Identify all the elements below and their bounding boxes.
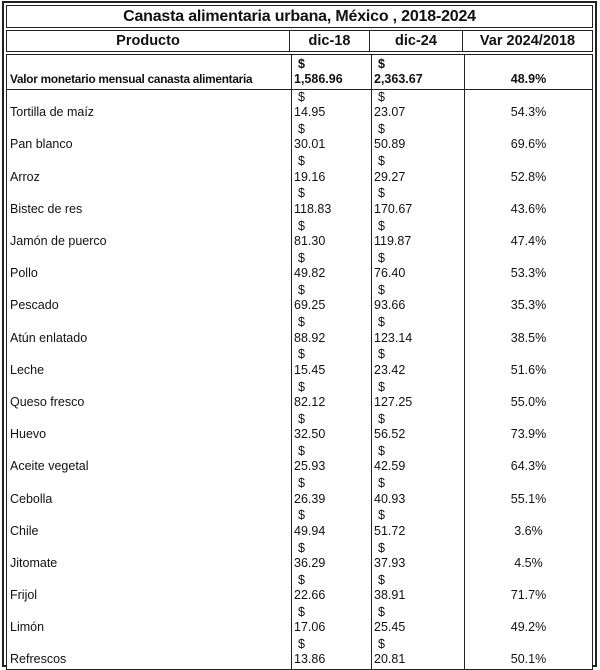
product-name: Jamón de puerco xyxy=(10,234,107,249)
dec18-amount: 13.86 xyxy=(294,652,326,667)
product-name: Bistec de res xyxy=(10,201,83,216)
dec18-value-cell xyxy=(291,637,371,669)
product-name: Refrescos xyxy=(10,652,67,667)
dec24-amount: 170.67 xyxy=(374,201,413,216)
dec24-value-cell xyxy=(371,122,464,154)
dec18-value-cell xyxy=(291,122,371,154)
dec18-amount: 1,586.96 xyxy=(294,72,343,87)
table-row xyxy=(7,572,592,604)
dec18-value-cell xyxy=(291,283,371,315)
variation-percent: 69.6% xyxy=(464,122,592,154)
dec24-value-cell xyxy=(371,186,464,218)
dec24-value-cell xyxy=(371,250,464,282)
dec18-amount: 17.06 xyxy=(294,620,326,635)
dec24-amount: 29.27 xyxy=(374,169,406,184)
dec18-amount: 25.93 xyxy=(294,459,326,474)
table-row xyxy=(7,186,592,218)
currency-symbol: $ xyxy=(378,443,385,458)
currency-symbol: $ xyxy=(298,379,305,394)
dec24-amount: 127.25 xyxy=(374,394,413,409)
product-name: Pan blanco xyxy=(10,137,73,152)
dec24-value-cell xyxy=(371,347,464,379)
product-name: Valor monetario mensual canasta alimentaria xyxy=(10,72,253,87)
dec18-amount: 49.82 xyxy=(294,266,326,281)
dec18-amount: 19.16 xyxy=(294,169,326,184)
product-name: Pollo xyxy=(10,266,38,281)
product-name: Jitomate xyxy=(10,555,58,570)
currency-symbol: $ xyxy=(378,218,385,233)
currency-symbol: $ xyxy=(378,379,385,394)
currency-symbol: $ xyxy=(378,540,385,555)
variation-percent: 49.2% xyxy=(464,605,592,637)
table-row xyxy=(7,55,592,90)
currency-symbol: $ xyxy=(378,283,385,297)
product-name: Queso fresco xyxy=(10,394,85,409)
currency-symbol: $ xyxy=(298,540,305,555)
table-row xyxy=(7,411,592,443)
dec18-amount: 36.29 xyxy=(294,555,326,570)
dec18-amount: 15.45 xyxy=(294,362,326,377)
product-name: Tortilla de maíz xyxy=(10,105,95,120)
dec24-value-cell xyxy=(371,508,464,540)
table-row xyxy=(7,476,592,508)
currency-symbol: $ xyxy=(378,250,385,265)
currency-symbol: $ xyxy=(298,218,305,233)
dec24-value-cell xyxy=(371,55,464,89)
dec24-amount: 20.81 xyxy=(374,652,406,667)
dec24-amount: 37.93 xyxy=(374,555,406,570)
table-row xyxy=(7,154,592,186)
currency-symbol: $ xyxy=(378,572,385,587)
variation-percent: 64.3% xyxy=(464,444,592,476)
table-body xyxy=(6,54,593,670)
variation-percent: 43.6% xyxy=(464,186,592,218)
dec18-value-cell xyxy=(291,250,371,282)
table-row xyxy=(7,315,592,347)
table-row xyxy=(7,250,592,282)
product-name: Cebolla xyxy=(10,491,53,506)
currency-symbol: $ xyxy=(298,186,305,201)
table-title: Canasta alimentaria urbana, México , 2018-2024 xyxy=(6,5,593,28)
currency-symbol: $ xyxy=(378,508,385,523)
currency-symbol: $ xyxy=(298,122,305,137)
dec24-value-cell xyxy=(371,540,464,572)
product-name: Aceite vegetal xyxy=(10,459,89,474)
currency-symbol: $ xyxy=(298,572,305,587)
variation-percent: 71.7% xyxy=(464,572,592,604)
table-row xyxy=(7,379,592,411)
currency-symbol: $ xyxy=(298,443,305,458)
column-header-dic24: dic-24 xyxy=(370,30,463,52)
currency-symbol: $ xyxy=(378,122,385,137)
variation-percent: 38.5% xyxy=(464,315,592,347)
currency-symbol: $ xyxy=(298,315,305,330)
dec24-value-cell xyxy=(371,379,464,411)
currency-symbol: $ xyxy=(298,89,305,104)
dec18-amount: 14.95 xyxy=(294,105,326,120)
variation-percent: 4.5% xyxy=(464,540,592,572)
dec18-value-cell xyxy=(291,605,371,637)
dec24-amount: 38.91 xyxy=(374,588,406,603)
table-row xyxy=(7,122,592,154)
dec18-value-cell xyxy=(291,315,371,347)
product-name: Limón xyxy=(10,620,45,635)
currency-symbol: $ xyxy=(298,411,305,426)
variation-percent: 48.9% xyxy=(464,55,592,89)
dec18-value-cell xyxy=(291,154,371,186)
variation-percent: 53.3% xyxy=(464,250,592,282)
table-row xyxy=(7,508,592,540)
dec24-amount: 40.93 xyxy=(374,491,406,506)
dec24-amount: 25.45 xyxy=(374,620,406,635)
dec24-amount: 23.42 xyxy=(374,362,406,377)
column-header-producto: Producto xyxy=(6,30,290,52)
dec24-value-cell xyxy=(371,315,464,347)
currency-symbol: $ xyxy=(378,56,385,71)
dec18-value-cell xyxy=(291,186,371,218)
table-row xyxy=(7,90,592,122)
food-basket-table xyxy=(2,1,597,667)
dec18-amount: 32.50 xyxy=(294,427,326,442)
dec18-amount: 88.92 xyxy=(294,330,326,345)
dec24-amount: 50.89 xyxy=(374,137,406,152)
dec18-value-cell xyxy=(291,379,371,411)
dec24-amount: 42.59 xyxy=(374,459,406,474)
table-row xyxy=(7,540,592,572)
dec24-amount: 56.52 xyxy=(374,427,406,442)
currency-symbol: $ xyxy=(298,347,305,362)
dec24-value-cell xyxy=(371,637,464,669)
dec24-value-cell xyxy=(371,411,464,443)
variation-percent: 3.6% xyxy=(464,508,592,540)
dec18-value-cell xyxy=(291,90,371,122)
currency-symbol: $ xyxy=(378,315,385,330)
currency-symbol: $ xyxy=(298,56,305,71)
dec18-value-cell xyxy=(291,476,371,508)
dec18-amount: 26.39 xyxy=(294,491,326,506)
currency-symbol: $ xyxy=(378,411,385,426)
dec24-amount: 119.87 xyxy=(374,234,412,249)
dec18-value-cell xyxy=(291,508,371,540)
currency-symbol: $ xyxy=(298,476,305,491)
dec24-value-cell xyxy=(371,218,464,250)
dec24-value-cell xyxy=(371,476,464,508)
table-header xyxy=(6,30,593,52)
variation-percent: 55.1% xyxy=(464,476,592,508)
variation-percent: 55.0% xyxy=(464,379,592,411)
table-row xyxy=(7,444,592,476)
dec24-amount: 93.66 xyxy=(374,298,406,313)
dec18-amount: 69.25 xyxy=(294,298,326,313)
dec24-amount: 23.07 xyxy=(374,105,406,120)
currency-symbol: $ xyxy=(298,637,305,652)
dec18-value-cell xyxy=(291,411,371,443)
dec24-value-cell xyxy=(371,283,464,315)
variation-percent: 35.3% xyxy=(464,283,592,315)
dec24-value-cell xyxy=(371,90,464,122)
currency-symbol: $ xyxy=(378,637,385,652)
product-name: Huevo xyxy=(10,427,47,442)
currency-symbol: $ xyxy=(378,604,385,619)
currency-symbol: $ xyxy=(378,186,385,201)
product-name: Chile xyxy=(10,523,39,538)
dec18-value-cell xyxy=(291,572,371,604)
table-row xyxy=(7,605,592,637)
dec24-value-cell xyxy=(371,572,464,604)
dec18-value-cell xyxy=(291,347,371,379)
variation-percent: 54.3% xyxy=(464,90,592,122)
column-header-var: Var 2024/2018 xyxy=(463,30,593,52)
dec18-amount: 30.01 xyxy=(294,137,326,152)
currency-symbol: $ xyxy=(298,250,305,265)
currency-symbol: $ xyxy=(298,283,305,297)
dec24-amount: 76.40 xyxy=(374,266,406,281)
dec24-amount: 51.72 xyxy=(374,523,406,538)
dec24-amount: 2,363.67 xyxy=(374,72,423,87)
dec24-amount: 123.14 xyxy=(374,330,413,345)
product-name: Arroz xyxy=(10,169,40,184)
currency-symbol: $ xyxy=(378,154,385,169)
product-name: Leche xyxy=(10,362,45,377)
currency-symbol: $ xyxy=(298,154,305,169)
dec24-value-cell xyxy=(371,605,464,637)
product-name: Pescado xyxy=(10,298,59,313)
dec18-amount: 49.94 xyxy=(294,523,326,538)
currency-symbol: $ xyxy=(378,89,385,104)
column-header-dic18: dic-18 xyxy=(290,30,370,52)
currency-symbol: $ xyxy=(298,508,305,523)
dec24-value-cell xyxy=(371,444,464,476)
variation-percent: 47.4% xyxy=(464,218,592,250)
variation-percent: 50.1% xyxy=(464,637,592,669)
table-row xyxy=(7,283,592,315)
dec18-amount: 118.83 xyxy=(294,201,332,216)
dec18-value-cell xyxy=(291,55,371,89)
currency-symbol: $ xyxy=(298,604,305,619)
table-row xyxy=(7,347,592,379)
dec24-value-cell xyxy=(371,154,464,186)
variation-percent: 73.9% xyxy=(464,411,592,443)
currency-symbol: $ xyxy=(378,476,385,491)
table-row xyxy=(7,218,592,250)
product-name: Frijol xyxy=(10,588,38,603)
dec18-amount: 81.30 xyxy=(294,234,326,249)
currency-symbol: $ xyxy=(378,347,385,362)
dec18-value-cell xyxy=(291,218,371,250)
table-row xyxy=(7,637,592,669)
variation-percent: 51.6% xyxy=(464,347,592,379)
variation-percent: 52.8% xyxy=(464,154,592,186)
dec18-value-cell xyxy=(291,444,371,476)
product-name: Atún enlatado xyxy=(10,330,88,345)
dec18-amount: 82.12 xyxy=(294,394,326,409)
dec18-value-cell xyxy=(291,540,371,572)
dec18-amount: 22.66 xyxy=(294,588,326,603)
